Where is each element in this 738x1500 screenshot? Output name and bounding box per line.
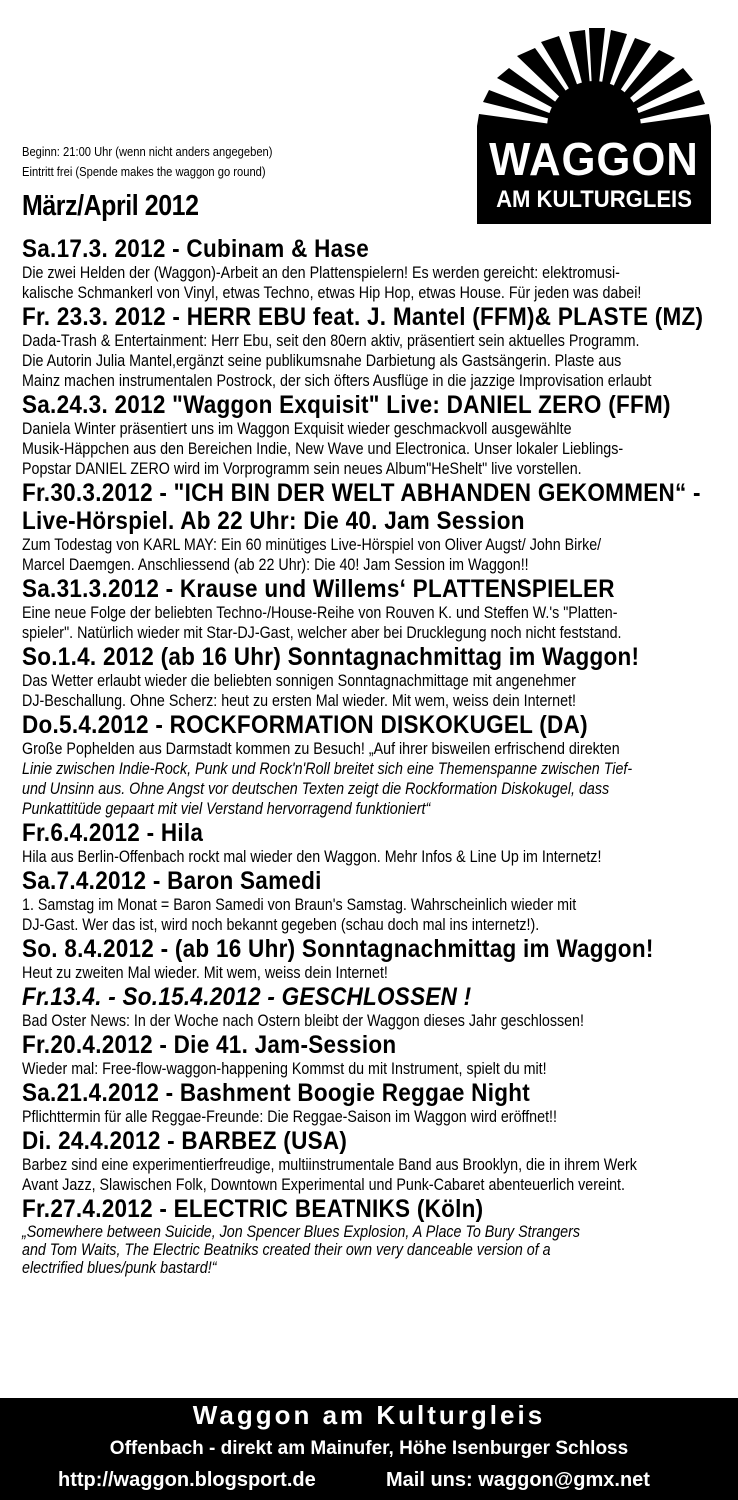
description-line: DJ-Beschallung. Ohne Scherz: heut zu ersten Mal wieder. Mit wem, weiss dein Internet! [22, 691, 577, 710]
event-title: Fr. 23.3. 2012 - HERR EBU feat. J. Mantel (FFM)& PLASTE (MZ) [22, 303, 704, 331]
description-line: spieler". Natürlich wieder mit Star-DJ-Gast, welcher aber bei Drucklegung noch nicht feststand. [22, 623, 622, 642]
description-line: Zum Todestag von KARL MAY: Ein 60 minütiges Live-Hörspiel von Oliver Augst/ John Birke/ [22, 535, 602, 554]
event-title: Fr.20.4.2012 - Die 41. Jam-Session [22, 1031, 397, 1059]
description-line: Barbez sind eine experimentierfreudige, multiinstrumentale Band aus Brooklyn, die in ihrem Werk [22, 1155, 637, 1174]
event-title: Do.5.4.2012 - ROCKFORMATION DISKOKUGEL (DA) [22, 711, 588, 739]
event-description [22, 331, 732, 391]
event-title-continued: Live-Hörspiel. Ab 22 Uhr: Die 40. Jam Session [22, 507, 525, 535]
logo-subtitle: AM KULTURGLEIS [496, 186, 692, 213]
event-description [22, 263, 732, 303]
event-item [22, 1031, 732, 1079]
sunburst-icon [477, 28, 711, 128]
description-line: and Tom Waits, The Electric Beatniks created their own very danceable version of a [22, 1240, 551, 1259]
event-list [22, 235, 732, 1277]
event-item [22, 479, 732, 575]
event-title: Di. 24.4.2012 - BARBEZ (USA) [22, 1127, 348, 1155]
description-line: Die Autorin Julia Mantel,ergänzt seine publikumsnahe Darbietung als Gastsängerin. Plaste aus [22, 351, 622, 370]
description-line: Popstar DANIEL ZERO wird im Vorprogramm sein neues Album"HeShelt" live vorstellen. [22, 459, 582, 478]
description-line: Mainz machen instrumentalen Postrock, der sich öfters Ausflüge in die jazzige Improvisation erlaubt [22, 371, 652, 390]
event-item [22, 235, 732, 303]
description-line: electrified blues/punk bastard!“ [22, 1258, 217, 1277]
event-title: Fr.6.4.2012 - Hila [22, 819, 204, 847]
email-link[interactable]: Mail uns: waggon@gmx.net [386, 1469, 650, 1491]
description-line: Eine neue Folge der beliebten Techno-/House-Reihe von Rouven K. und Steffen W.'s "Platten- [22, 603, 618, 622]
event-description [22, 847, 732, 867]
event-description [22, 1107, 732, 1127]
description-line: Linie zwischen Indie-Rock, Punk und Rock'n'Roll breitet sich eine Themenspanne zwischen Tief- [22, 759, 633, 778]
description-line: Punkattitüde gepaart mit viel Verstand hervorragend funktioniert“ [22, 799, 431, 818]
event-description [22, 1155, 732, 1195]
event-item [22, 935, 732, 983]
description-line: Musik-Häppchen aus den Bereichen Indie, New Wave und Electronica. Unser lokaler Lieblings- [22, 439, 624, 458]
event-description [22, 535, 732, 575]
description-line: Heut zu zweiten Mal wieder. Mit wem, weiss dein Internet! [22, 963, 388, 982]
event-item [22, 391, 732, 479]
start-time-note: Beginn: 21:00 Uhr (wenn nicht anders angegeben) [22, 144, 273, 159]
event-title: Sa.31.3.2012 - Krause und Willems‘ PLATTENSPIELER [22, 575, 615, 603]
event-description [22, 1059, 732, 1079]
description-line: Pflichttermin für alle Reggae-Freunde: Die Reggae-Saison im Waggon wird eröffnet!! [22, 1107, 557, 1126]
event-item [22, 303, 732, 391]
description-line: und Unsinn aus. Ohne Angst vor deutschen Texten zeigt die Rockformation Diskokugel, dass [22, 779, 610, 798]
event-description [22, 739, 732, 819]
event-description [22, 419, 732, 479]
description-line: Bad Oster News: In der Woche nach Ostern bleibt der Waggon dieses Jahr geschlossen! [22, 1011, 584, 1030]
event-description [22, 963, 732, 983]
description-line: DJ-Gast. Wer das ist, wird noch bekannt gegeben (schau doch mal ins internetz!). [22, 915, 540, 934]
description-line: Marcel Daemgen. Anschliessend (ab 22 Uhr): Die 40! Jam Session im Waggon!! [22, 555, 529, 574]
event-description [22, 603, 732, 643]
description-line: Die zwei Helden der (Waggon)-Arbeit an den Plattenspielern! Es werden gereicht: elektromusi- [22, 263, 620, 282]
event-title: So. 8.4.2012 - (ab 16 Uhr) Sonntagnachmittag im Waggon! [22, 935, 654, 963]
venue-name: Waggon am Kulturgleis [192, 1400, 546, 1430]
venue-location: Offenbach - direkt am Mainufer, Höhe Isenburger Schloss [109, 1438, 629, 1459]
event-item [22, 867, 732, 935]
event-description [22, 1011, 732, 1031]
description-line: Hila aus Berlin-Offenbach rockt mal wieder den Waggon. Mehr Infos & Line Up im Internetz! [22, 847, 602, 866]
description-line: Avant Jazz, Slawischen Folk, Downtown Experimental und Punk-Cabaret abenteuerlich vereint. [22, 1175, 625, 1194]
description-line: kalische Schmankerl von Vinyl, etwas Techno, etwas Hip Hop, etwas House. Für jeden was dabei! [22, 283, 642, 302]
description-line: Das Wetter erlaubt wieder die beliebten sonnigen Sonntagnachmittage mit angenehmer [22, 671, 576, 690]
event-title: So.1.4. 2012 (ab 16 Uhr) Sonntagnachmittag im Waggon! [22, 643, 640, 671]
event-title: Sa.17.3. 2012 - Cubinam & Hase [22, 235, 370, 263]
description-line: 1. Samstag im Monat = Baron Samedi von Braun's Samstag. Wahrscheinlich wieder mit [22, 895, 577, 914]
event-title: Fr.13.4. - So.15.4.2012 - GESCHLOSSEN ! [22, 983, 472, 1011]
season-title: März/April 2012 [22, 190, 199, 222]
event-item [22, 575, 732, 643]
entry-note: Eintritt frei (Spende makes the waggon go round) [22, 164, 266, 179]
description-line: Große Pophelden aus Darmstadt kommen zu Besuch! „Auf ihrer bisweilen erfrischend direkten [22, 739, 620, 758]
event-item [22, 983, 732, 1031]
event-item [22, 1079, 732, 1127]
event-item [22, 819, 732, 867]
logo-wordmark: WAGGON [489, 133, 699, 185]
flyer-header [0, 0, 738, 238]
event-description [22, 671, 732, 711]
event-description [22, 1223, 732, 1277]
description-line: Wieder mal: Free-flow-waggon-happening Kommst du mit Instrument, spielt du mit! [22, 1059, 547, 1078]
event-item [22, 711, 732, 819]
event-title: Fr.27.4.2012 - ELECTRIC BEATNIKS (Köln) [22, 1195, 484, 1223]
waggon-logo [477, 28, 711, 224]
description-line: Dada-Trash & Entertainment: Herr Ebu, seit den 80ern aktiv, präsentiert sein aktuelles Programm. [22, 331, 640, 350]
event-title: Sa.24.3. 2012 "Waggon Exquisit" Live: DANIEL ZERO (FFM) [22, 391, 671, 419]
event-title: Sa.21.4.2012 - Bashment Boogie Reggae Night [22, 1079, 531, 1107]
event-item [22, 643, 732, 711]
event-description [22, 895, 732, 935]
event-title: Sa.7.4.2012 - Baron Samedi [22, 867, 322, 895]
event-item [22, 1127, 732, 1195]
description-line: „Somewhere between Suicide, Jon Spencer Blues Explosion, A Place To Bury Strangers [22, 1222, 581, 1241]
website-link[interactable]: http://waggon.blogsport.de [58, 1469, 316, 1491]
event-item [22, 1195, 732, 1277]
description-line: Daniela Winter präsentiert uns im Waggon Exquisit wieder geschmackvoll ausgewählte [22, 419, 572, 438]
event-title: Fr.30.3.2012 - "ICH BIN DER WELT ABHANDEN GEKOMMEN“ - [22, 479, 701, 507]
event-info [22, 142, 272, 182]
flyer-footer [0, 1398, 738, 1500]
